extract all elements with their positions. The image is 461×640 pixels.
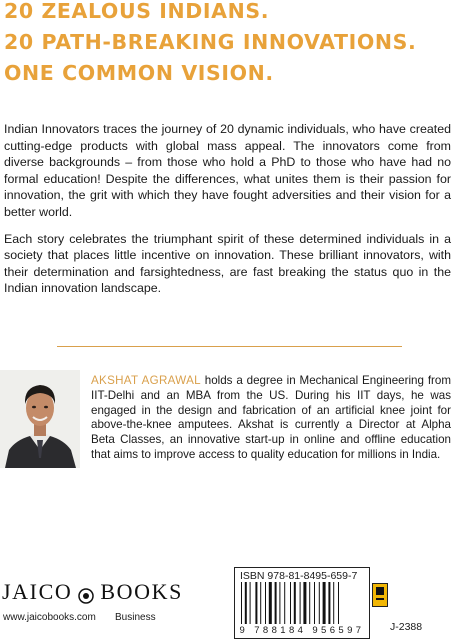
author-bio-text: holds a degree in Mechanical Engineering from IIT-Delhi and an MBA from the US. During his IIT days, he was engaged in the design and fabrication of an artificial knee joint for above-the-knee amputees. Akshat is currently a Director at Alpha Beta Classes, an innovative start-up in online and offline education that aims to improve access to quality education for millions in India. [91, 374, 452, 461]
barcode-block [234, 567, 370, 639]
headline-line-2: 20 PATH-BREAKING INNOVATIONS. [4, 30, 417, 54]
catalog-code: J-2388 [390, 621, 423, 633]
book-blurb [4, 121, 451, 307]
publisher-url: www.jaicobooks.com [3, 612, 96, 623]
headline [4, 0, 416, 93]
divider [57, 346, 402, 347]
blurb-paragraph-2: Each story celebrates the triumphant spirit of these determined individuals in a society that places little incentive on innovation. These brilliant innovators, with their determination and farsightedness, are fast breaking the status quo in the Indian innovation landscape. [4, 231, 451, 296]
book-title: Indian Innovators [4, 122, 100, 136]
publisher-name-left: JAICO [2, 579, 73, 604]
blurb-paragraph-1 [4, 121, 451, 221]
isbn-text: ISBN 978-81-8495-659-7 [240, 570, 358, 582]
headline-line-1: 20 ZEALOUS INDIANS. [4, 0, 270, 23]
book-category: Business [115, 612, 156, 623]
headline-line-3: ONE COMMON VISION. [4, 61, 274, 85]
blurb-paragraph-1-text: traces the journey of 20 dynamic individuals, who have created cutting-edge products with global mass appeal. The innovators come from diverse backgrounds – from those who hold a PhD to those who have had no formal education! Despite the differences, what unites them is their passion for innovation, the grit with which they have fought adversities and their vision for a better world. [4, 122, 451, 219]
author-photo [0, 370, 80, 468]
publisher-name-right: BOOKS [100, 579, 183, 604]
barcode-bars [241, 582, 363, 624]
publisher-logo [2, 579, 183, 605]
publisher-badge-icon [372, 583, 388, 607]
author-name: AKSHAT AGRAWAL [91, 374, 201, 387]
author-bio [91, 374, 451, 463]
barcode-digits: 9 788184 956597 [239, 625, 365, 636]
publisher-mark-icon [78, 584, 94, 600]
